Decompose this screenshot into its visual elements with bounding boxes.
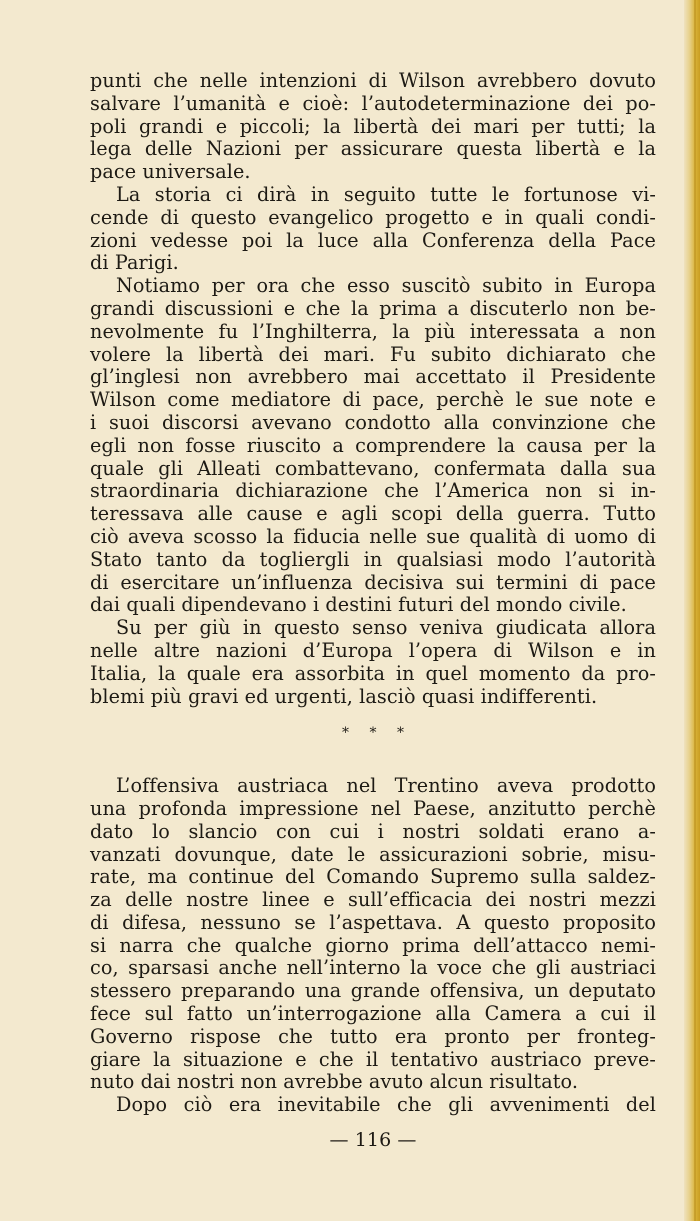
text-line: rate, ma continue del Comando Supremo sulla saldez-	[90, 865, 656, 889]
text-line: gl’inglesi non avrebbero mai accettato il Presidente	[90, 365, 656, 389]
text-line: pace universale.	[90, 160, 251, 184]
text-line: La storia ci dirà in seguito tutte le fortunose vi-	[116, 182, 656, 206]
text-line: Governo rispose che tutto era pronto per fronteg-	[90, 1024, 656, 1048]
text-line: si narra che qualche giorno prima dell’attacco nemi-	[90, 933, 656, 957]
text-line: vanzati dovunque, date le assicurazioni sobrie, misu-	[90, 842, 656, 866]
text-line: di difesa, nessuno se l’aspettava. A questo proposito	[90, 910, 656, 934]
text-line: quale gli Alleati combattevano, confermata dalla sua	[90, 456, 656, 480]
paragraph	[90, 70, 656, 184]
text-line: straordinaria dichiarazione che l’America non si in-	[90, 479, 656, 503]
paragraph	[90, 1094, 656, 1117]
text-block-after-separator	[90, 775, 656, 1117]
text-line: Wilson come mediatore di pace, perchè le sue note e	[90, 388, 656, 412]
text-line: Dopo ciò era inevitabile che gli avvenimenti del	[116, 1093, 656, 1117]
text-line: blemi più gravi ed urgenti, lasciò quasi indifferenti.	[90, 684, 598, 708]
text-line: fece sul fatto un’interrogazione alla Camera a cui il	[90, 1002, 656, 1026]
paragraph	[90, 275, 656, 617]
text-line: L’offensiva austriaca nel Trentino aveva prodotto	[116, 774, 656, 798]
text-line: salvare l’umanità e cioè: l’autodeterminazione dei po-	[90, 91, 656, 115]
page-edge	[684, 0, 700, 1221]
text-line: nuto dai nostri non avrebbe avuto alcun risultato.	[90, 1070, 579, 1094]
page-number: — 116 —	[329, 1129, 417, 1152]
text-line: nevolmente fu l’Inghilterra, la più interessata a non	[90, 319, 656, 343]
text-block-before-separator	[90, 70, 656, 708]
paragraph	[90, 184, 656, 275]
text-line: teressava alle cause e agli scopi della guerra. Tutto	[90, 502, 656, 526]
text-line: volere la libertà dei mari. Fu subito dichiarato che	[90, 342, 656, 366]
text-line: di esercitare un’influenza decisiva sui termini di pace	[90, 570, 656, 594]
text-line: di Parigi.	[90, 251, 179, 275]
text-line: punti che nelle intenzioni di Wilson avrebbero dovuto	[90, 69, 656, 92]
text-line: dai quali dipendevano i destini futuri del mondo civile.	[90, 593, 627, 617]
paragraph	[90, 617, 656, 708]
text-line: za delle nostre linee e sull’efficacia dei nostri mezzi	[90, 888, 656, 912]
text-line: nelle altre nazioni d’Europa l’opera di Wilson e in	[90, 638, 656, 662]
text-line: lega delle Nazioni per assicurare questa libertà e la	[90, 137, 656, 161]
text-line: zioni vedesse poi la luce alla Conferenza della Pace	[90, 228, 656, 252]
text-line: poli grandi e piccoli; la libertà dei mari per tutti; la	[90, 114, 656, 138]
text-line: giare la situazione e che il tentativo austriaco preve-	[90, 1047, 656, 1071]
text-line: co, sparsasi anche nell’interno la voce che gli austriaci	[90, 956, 656, 980]
text-line: cende di questo evangelico progetto e in quali condi-	[90, 205, 656, 229]
text-line: Notiamo per ora che esso suscitò subito in Europa	[116, 274, 656, 298]
text-line: stessero preparando una grande offensiva, un deputato	[90, 979, 656, 1003]
text-line: una profonda impressione nel Paese, anzitutto perchè	[90, 796, 656, 820]
text-line: Italia, la quale era assorbita in quel momento da pro-	[90, 661, 656, 685]
paragraph	[90, 775, 656, 1094]
page-body	[90, 70, 656, 1152]
section-separator: * * *	[342, 725, 412, 742]
text-line: Stato tanto da togliergli in qualsiasi modo l’autorità	[90, 547, 656, 571]
text-line: egli non fosse riuscito a comprendere la causa per la	[90, 433, 656, 457]
page-edge-shadow	[694, 0, 696, 1221]
text-line: dato lo slancio con cui i nostri soldati erano a-	[90, 819, 656, 843]
text-line: ciò aveva scosso la fiducia nelle sue qualità di uomo di	[90, 524, 656, 548]
text-line: grandi discussioni e che la prima a discuterlo non be-	[90, 296, 656, 320]
text-line: Su per giù in questo senso veniva giudicata allora	[116, 616, 656, 640]
text-line: i suoi discorsi avevano condotto alla convinzione che	[90, 410, 656, 434]
